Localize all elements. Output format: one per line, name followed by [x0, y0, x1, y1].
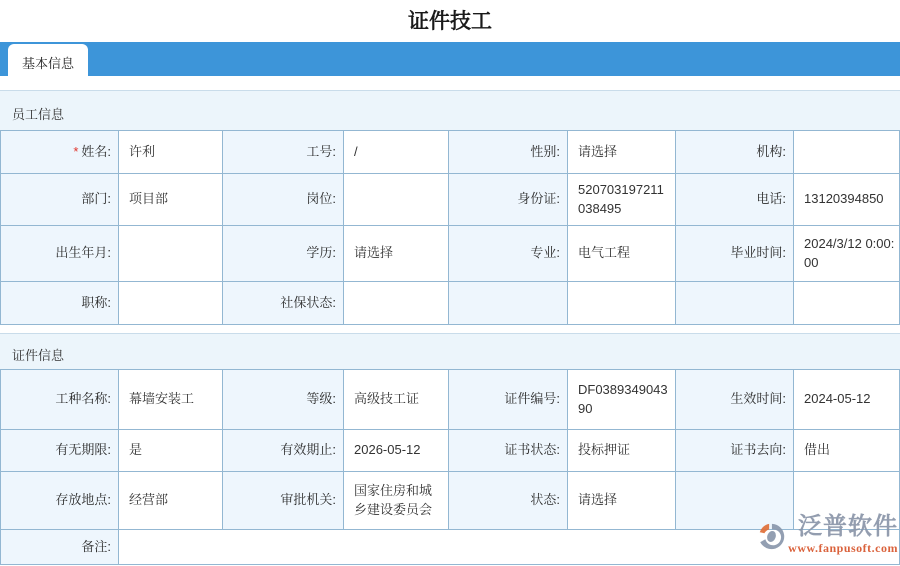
field-value: 请选择 [568, 131, 676, 174]
form-row [1, 370, 900, 430]
employee-info-table [0, 130, 900, 325]
field-label: 电话: [676, 174, 794, 226]
field-value: 电气工程 [568, 226, 676, 282]
required-asterisk: * [73, 143, 79, 159]
spacer [0, 76, 900, 90]
field-value: DF038934904390 [568, 370, 676, 430]
field-label [449, 282, 568, 325]
field-value [344, 174, 449, 226]
field-value: 请选择 [568, 472, 676, 530]
tab-basic-info[interactable]: 基本信息 [8, 44, 88, 81]
fanpu-logo-icon [756, 521, 786, 551]
field-value: 经营部 [119, 472, 223, 530]
field-value: / [344, 131, 449, 174]
field-label: 状态: [449, 472, 568, 530]
field-value: 高级技工证 [344, 370, 449, 430]
watermark-text [788, 512, 898, 555]
field-value: 2026-05-12 [344, 430, 449, 472]
field-label [676, 282, 794, 325]
field-label: 学历: [223, 226, 344, 282]
field-value: 国家住房和城乡建设委员会 [344, 472, 449, 530]
field-label: 出生年月: [1, 226, 119, 282]
field-value [568, 282, 676, 325]
field-label: 备注: [1, 530, 119, 565]
field-value [794, 131, 900, 174]
tab-bar [0, 42, 900, 76]
section-header-employee: 员工信息 [12, 107, 65, 122]
field-label: 毕业时间: [676, 226, 794, 282]
spacer [0, 325, 900, 333]
field-value: 项目部 [119, 174, 223, 226]
form-row [1, 174, 900, 226]
form-row [1, 226, 900, 282]
field-value [119, 282, 223, 325]
field-value [119, 226, 223, 282]
field-label: 生效时间: [676, 370, 794, 430]
field-value: 投标押证 [568, 430, 676, 472]
field-label: 证件编号: [449, 370, 568, 430]
field-label: 岗位: [223, 174, 344, 226]
form-row [1, 282, 900, 325]
field-label: 证书去向: [676, 430, 794, 472]
watermark-url: www.fanpusoft.com [788, 541, 898, 555]
field-value: 2024-05-12 [794, 370, 900, 430]
field-label: 工号: [223, 131, 344, 174]
field-value: 13120394850 [794, 174, 900, 226]
form-row [1, 430, 900, 472]
field-label: * 姓名: [1, 131, 119, 174]
field-label: 有效期止: [223, 430, 344, 472]
field-label: 工种名称: [1, 370, 119, 430]
form-row [1, 131, 900, 174]
field-value: 幕墙安装工 [119, 370, 223, 430]
field-label: 有无期限: [1, 430, 119, 472]
page-title: 证件技工 [408, 10, 492, 33]
field-label: 专业: [449, 226, 568, 282]
field-label: 证书状态: [449, 430, 568, 472]
field-label: 等级: [223, 370, 344, 430]
section-header-certificate: 证件信息 [12, 348, 65, 363]
field-label: 身份证: [449, 174, 568, 226]
field-value [794, 282, 900, 325]
field-value [344, 282, 449, 325]
field-label: 职称: [1, 282, 119, 325]
field-label: 存放地点: [1, 472, 119, 530]
field-label: 审批机关: [223, 472, 344, 530]
watermark [756, 512, 898, 555]
field-label: 机构: [676, 131, 794, 174]
field-value: 许利 [119, 131, 223, 174]
watermark-brand: 泛普软件 [798, 513, 898, 540]
field-label: 社保状态: [223, 282, 344, 325]
field-value: 2024/3/12 0:00:00 [794, 226, 900, 282]
field-value: 520703197211038495 [568, 174, 676, 226]
field-value: 借出 [794, 430, 900, 472]
field-value: 请选择 [344, 226, 449, 282]
section-employee-info [0, 90, 900, 325]
field-value: 是 [119, 430, 223, 472]
field-label: 性别: [449, 131, 568, 174]
field-label: 部门: [1, 174, 119, 226]
